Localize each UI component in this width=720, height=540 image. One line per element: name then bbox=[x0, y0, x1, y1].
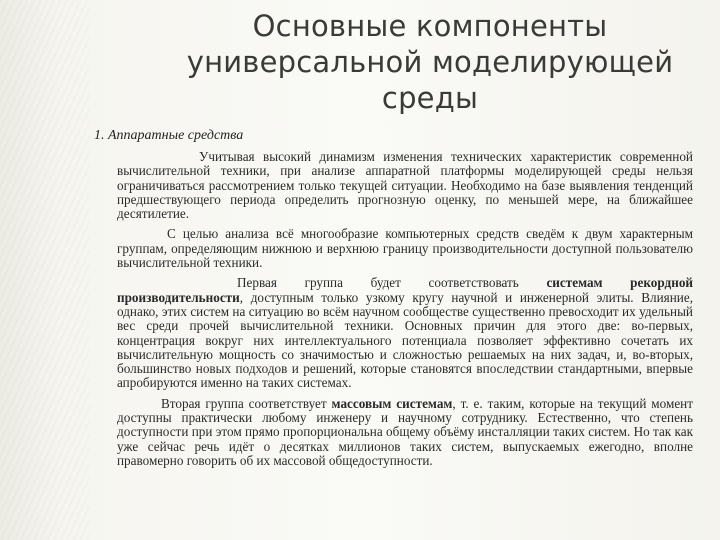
title-line-3: среды bbox=[381, 81, 479, 115]
paragraph-3-text-end: , доступным только узкому кругу научной и инженерной элиты. Влияние, однако, этих систем на ситуацию во всём научном сообществе существенно превосходит их удельный вес среди прочей вычислительной техники. Основных причин для этого две: во-первых, концентрация вокруг них интеллектуального потенциала позволяет эффективно сочетать их вычислительную мощность со значимостью и сложностью решаемых на них задач, и, во-вторых, большинство новых подходов и решений, которые становятся впоследствии стандартными, впервые апробируются именно на таких системах. bbox=[117, 289, 693, 391]
decorative-stripes bbox=[0, 0, 90, 540]
section-label: 1. Аппаратные средства bbox=[94, 128, 244, 143]
paragraph-3 bbox=[117, 276, 693, 390]
title-line-1: Основные компоненты bbox=[252, 9, 608, 43]
paragraph-4-emphasis: массовым системам bbox=[331, 395, 453, 411]
paragraph-3-emphasis: системам рекордной производительности bbox=[117, 275, 694, 305]
paragraph-4-text-end: , т. е. таким, которые на текущий момент доступны практически любому инженеру и научному сотруднику. Естественно, что степень доступности при этом прямо пропорциональна общему объёму инсталляции таких систем. Но так как уже сейчас речь идёт о десятках миллионов таких систем, выпускаемых ежегодно, вполне правомерно говорить об их массовой общедоступности. bbox=[117, 395, 693, 468]
paragraph-2 bbox=[117, 227, 693, 270]
body-text bbox=[117, 150, 693, 474]
paragraph-1-text: Учитывая высокий динамизм изменения технических характеристик современной вычислительной техники, при анализе аппаратной платформы моделирующей среды нельзя ограничиваться рассмотрением только текущей ситуации. Необходимо на базе выявления тенденций предшествующего периода определить прогнозную оценку, по меньшей мере, на ближайшее десятилетие. bbox=[117, 149, 693, 222]
paragraph-1 bbox=[117, 150, 693, 221]
paragraph-4-text-start: Вторая группа соответствует bbox=[161, 395, 332, 411]
paragraph-2-text: С целью анализа всё многообразие компьютерных средств сведём к двум характерным группам, определяющим нижнюю и верхнюю границу производительности доступной пользователю вычислительной техники. bbox=[117, 226, 693, 271]
paragraph-4 bbox=[117, 397, 693, 468]
paragraph-3-text-start: Первая группа будет соответствовать bbox=[237, 275, 547, 291]
slide-title bbox=[150, 8, 710, 116]
title-line-2: универсальной моделирующей bbox=[186, 45, 674, 79]
